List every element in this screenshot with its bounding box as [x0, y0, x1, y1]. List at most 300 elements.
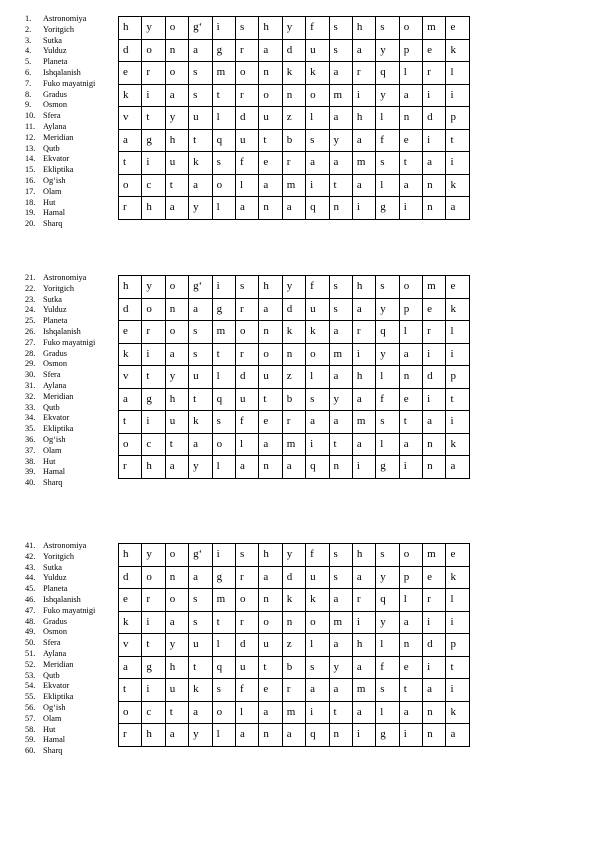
grid-cell: a: [352, 388, 375, 411]
grid-cell: h: [352, 544, 375, 567]
grid-cell: t: [212, 611, 235, 634]
grid-cell: a: [352, 566, 375, 589]
grid-cell: n: [165, 39, 188, 62]
grid-cell: a: [329, 152, 352, 175]
grid-cell: y: [376, 298, 399, 321]
grid-cell: e: [423, 566, 446, 589]
grid-cell: r: [235, 566, 258, 589]
grid-cell: a: [119, 388, 142, 411]
word-text: Hut: [43, 724, 56, 734]
grid-cell: u: [165, 679, 188, 702]
grid-cell: o: [306, 343, 329, 366]
grid-cell: a: [352, 433, 375, 456]
grid-cell: o: [212, 174, 235, 197]
word-text: Osmon: [43, 100, 67, 110]
grid-cell: a: [329, 366, 352, 389]
grid-cell: f: [306, 276, 329, 299]
grid-cell: s: [235, 276, 258, 299]
word-number: 20.: [25, 219, 36, 229]
word-text: Hut: [43, 456, 56, 466]
word-text: Gradus: [43, 616, 67, 626]
word-text: Yulduz: [43, 305, 67, 315]
grid-cell: a: [165, 343, 188, 366]
grid-cell: k: [446, 433, 469, 456]
grid-cell: a: [259, 433, 282, 456]
grid-cell: d: [119, 566, 142, 589]
grid-cell: a: [352, 174, 375, 197]
word-text: Sharq: [43, 478, 63, 488]
word-number: 19.: [25, 208, 36, 218]
grid-cell: a: [423, 152, 446, 175]
grid-cell: y: [376, 566, 399, 589]
grid-cell: l: [376, 433, 399, 456]
grid-cell: i: [399, 197, 422, 220]
grid-cell: l: [235, 174, 258, 197]
grid-cell: q: [212, 388, 235, 411]
grid-cell: a: [165, 611, 188, 634]
word-list-item: [25, 606, 115, 617]
word-text: Sharq: [43, 219, 63, 229]
word-list-item: [25, 68, 115, 79]
grid-cell: m: [329, 343, 352, 366]
grid-cell: u: [259, 107, 282, 130]
word-number: 36.: [25, 434, 36, 444]
word-number: 8.: [25, 89, 32, 99]
word-number: 51.: [25, 648, 36, 658]
word-number: 38.: [25, 456, 36, 466]
grid-cell: t: [189, 388, 212, 411]
grid-cell: o: [235, 62, 258, 85]
grid-cell: u: [259, 366, 282, 389]
grid-cell: t: [399, 152, 422, 175]
grid-cell: v: [119, 634, 142, 657]
word-text: Ishqalanish: [43, 67, 81, 77]
grid-cell: h: [119, 544, 142, 567]
grid-cell: t: [189, 656, 212, 679]
word-number: 29.: [25, 359, 36, 369]
word-text: Hut: [43, 197, 56, 207]
grid-cell: n: [329, 197, 352, 220]
grid-cell: t: [142, 634, 165, 657]
grid-cell: e: [399, 656, 422, 679]
word-text: Fuko mayatnigi: [43, 78, 96, 88]
word-text: Ishqalanish: [43, 594, 81, 604]
grid-cell: k: [446, 701, 469, 724]
word-number: 10.: [25, 111, 36, 121]
word-number: 48.: [25, 616, 36, 626]
word-list-item: [25, 111, 115, 122]
grid-cell: f: [235, 411, 258, 434]
grid-cell: l: [376, 366, 399, 389]
grid-cell: i: [399, 456, 422, 479]
grid-cell: s: [329, 276, 352, 299]
grid-cell: r: [119, 197, 142, 220]
word-text: Aylana: [43, 648, 67, 658]
word-text: Astronomiya: [43, 273, 87, 282]
grid-cell: y: [189, 724, 212, 747]
word-list-item: [25, 392, 115, 403]
grid-cell: n: [329, 456, 352, 479]
word-text: Osmon: [43, 359, 67, 369]
grid-cell: t: [446, 656, 469, 679]
grid-cell: r: [235, 611, 258, 634]
word-number: 40.: [25, 478, 36, 488]
grid-cell: a: [165, 197, 188, 220]
grid-cell: t: [259, 388, 282, 411]
word-text: Olam: [43, 445, 62, 455]
word-text: Og‘ish: [43, 702, 66, 712]
grid-cell: a: [329, 589, 352, 612]
word-number: 58.: [25, 724, 36, 734]
grid-cell: t: [165, 701, 188, 724]
grid-cell: t: [212, 343, 235, 366]
word-number: 43.: [25, 562, 36, 572]
grid-cell: k: [446, 298, 469, 321]
word-list-item: [25, 638, 115, 649]
word-list-item: [25, 198, 115, 209]
grid-cell: a: [446, 197, 469, 220]
grid-cell: k: [446, 174, 469, 197]
grid-cell: y: [376, 84, 399, 107]
grid-cell: h: [352, 634, 375, 657]
word-list-item: [25, 703, 115, 714]
grid-cell: q: [212, 656, 235, 679]
grid-cell: b: [282, 129, 305, 152]
word-list-item: [25, 79, 115, 90]
grid-cell: u: [259, 634, 282, 657]
word-text: Ekvator: [43, 413, 70, 423]
word-list-item: [25, 187, 115, 198]
word-text: Olam: [43, 713, 62, 723]
grid-cell: e: [259, 152, 282, 175]
word-number: 59.: [25, 735, 36, 745]
word-number: 31.: [25, 380, 36, 390]
grid-cell: l: [235, 433, 258, 456]
grid-cell: r: [142, 62, 165, 85]
word-list-item: [25, 305, 115, 316]
grid-cell: o: [212, 701, 235, 724]
grid-cell: f: [235, 679, 258, 702]
grid-cell: a: [189, 174, 212, 197]
word-text: Sutka: [43, 562, 62, 572]
grid-row: [119, 433, 470, 456]
grid-cell: z: [282, 634, 305, 657]
grid-cell: k: [446, 39, 469, 62]
grid-cell: i: [306, 701, 329, 724]
word-number: 27.: [25, 337, 36, 347]
grid-cell: a: [259, 39, 282, 62]
grid-cell: s: [329, 566, 352, 589]
word-text: Sfera: [43, 111, 61, 121]
word-text: Hamal: [43, 208, 66, 218]
grid-cell: s: [376, 411, 399, 434]
grid-cell: a: [329, 679, 352, 702]
grid-cell: o: [306, 84, 329, 107]
grid-cell: d: [119, 39, 142, 62]
word-number: 17.: [25, 186, 36, 196]
grid-cell: h: [352, 276, 375, 299]
grid-cell: l: [376, 701, 399, 724]
grid-cell: i: [423, 656, 446, 679]
word-list-item: [25, 413, 115, 424]
word-number: 6.: [25, 67, 32, 77]
grid-cell: r: [423, 589, 446, 612]
word-number: 41.: [25, 541, 36, 550]
grid-cell: l: [376, 174, 399, 197]
grid-cell: t: [142, 366, 165, 389]
word-text: Qutb: [43, 143, 60, 153]
word-number: 22.: [25, 283, 36, 293]
grid-cell: y: [282, 544, 305, 567]
grid-cell: a: [399, 174, 422, 197]
grid-cell: i: [423, 129, 446, 152]
word-text: Ekvator: [43, 681, 70, 691]
grid-cell: a: [352, 656, 375, 679]
grid-cell: u: [235, 388, 258, 411]
grid-cell: h: [352, 17, 375, 40]
grid-cell: n: [282, 343, 305, 366]
grid-cell: i: [352, 456, 375, 479]
grid-cell: i: [446, 611, 469, 634]
word-number: 34.: [25, 413, 36, 423]
grid-cell: l: [212, 366, 235, 389]
grid-cell: h: [165, 656, 188, 679]
grid-cell: r: [119, 456, 142, 479]
grid-cell: u: [306, 566, 329, 589]
grid-cell: n: [259, 589, 282, 612]
grid-cell: a: [306, 152, 329, 175]
grid-cell: e: [423, 39, 446, 62]
word-list-item: [25, 714, 115, 725]
grid-cell: g‘: [189, 544, 212, 567]
grid-cell: a: [189, 433, 212, 456]
grid-cell: s: [189, 611, 212, 634]
word-list-item: [25, 435, 115, 446]
grid-cell: s: [376, 152, 399, 175]
grid-cell: s: [306, 129, 329, 152]
word-text: Meridian: [43, 132, 74, 142]
grid-cell: m: [423, 276, 446, 299]
grid-cell: h: [259, 544, 282, 567]
word-text: Ekliptika: [43, 692, 74, 702]
grid-cell: h: [119, 276, 142, 299]
grid-cell: s: [235, 544, 258, 567]
grid-cell: y: [282, 276, 305, 299]
grid-cell: k: [189, 679, 212, 702]
grid-cell: a: [189, 701, 212, 724]
grid-cell: e: [399, 388, 422, 411]
grid-cell: y: [282, 17, 305, 40]
word-text: Og‘ish: [43, 434, 66, 444]
grid-cell: h: [352, 107, 375, 130]
grid-cell: a: [119, 656, 142, 679]
grid-row: [119, 197, 470, 220]
word-list-item: [25, 46, 115, 57]
grid-cell: t: [119, 679, 142, 702]
grid-row: [119, 388, 470, 411]
grid-cell: a: [446, 724, 469, 747]
grid-row: [119, 566, 470, 589]
grid-cell: o: [165, 589, 188, 612]
grid-cell: u: [235, 129, 258, 152]
grid-cell: e: [259, 411, 282, 434]
grid-cell: n: [282, 84, 305, 107]
grid-cell: i: [306, 174, 329, 197]
grid-cell: n: [259, 321, 282, 344]
grid-cell: l: [376, 634, 399, 657]
grid-cell: h: [142, 724, 165, 747]
grid-cell: o: [142, 298, 165, 321]
word-number: 50.: [25, 638, 36, 648]
grid-cell: o: [399, 276, 422, 299]
grid-cell: n: [259, 197, 282, 220]
grid-cell: g‘: [189, 17, 212, 40]
grid-row: [119, 174, 470, 197]
word-number: 49.: [25, 627, 36, 637]
word-number: 54.: [25, 681, 36, 691]
word-list-item: [25, 735, 115, 746]
grid-row: [119, 321, 470, 344]
grid-cell: o: [399, 544, 422, 567]
grid-cell: n: [282, 611, 305, 634]
grid-cell: i: [352, 197, 375, 220]
grid-cell: t: [189, 129, 212, 152]
word-list: [25, 273, 115, 489]
grid-row: [119, 634, 470, 657]
word-number: 35.: [25, 424, 36, 434]
word-number: 16.: [25, 175, 36, 185]
grid-cell: k: [306, 589, 329, 612]
grid-cell: h: [352, 366, 375, 389]
grid-cell: h: [142, 197, 165, 220]
word-list-item: [25, 424, 115, 435]
grid-cell: n: [423, 456, 446, 479]
grid-cell: a: [329, 107, 352, 130]
word-number: 57.: [25, 713, 36, 723]
word-text: Ishqalanish: [43, 326, 81, 336]
grid-cell: e: [259, 679, 282, 702]
grid-cell: r: [423, 62, 446, 85]
grid-cell: t: [399, 679, 422, 702]
grid-cell: i: [142, 411, 165, 434]
grid-cell: q: [306, 724, 329, 747]
word-list-item: [25, 25, 115, 36]
grid-cell: q: [376, 62, 399, 85]
letter-grid: [118, 543, 470, 747]
grid-row: [119, 701, 470, 724]
grid-cell: q: [376, 321, 399, 344]
word-list-item: [25, 295, 115, 306]
word-number: 55.: [25, 692, 36, 702]
word-list-item: [25, 381, 115, 392]
grid-cell: y: [142, 544, 165, 567]
word-number: 44.: [25, 573, 36, 583]
grid-cell: t: [142, 107, 165, 130]
word-text: Meridian: [43, 391, 74, 401]
word-list-item: [25, 671, 115, 682]
grid-cell: n: [165, 566, 188, 589]
word-list-item: [25, 692, 115, 703]
grid-cell: d: [282, 39, 305, 62]
grid-cell: e: [446, 276, 469, 299]
grid-cell: r: [282, 679, 305, 702]
word-text: Yulduz: [43, 46, 67, 56]
word-text: Sfera: [43, 638, 61, 648]
grid-cell: t: [446, 388, 469, 411]
grid-cell: r: [119, 724, 142, 747]
grid-row: [119, 456, 470, 479]
grid-cell: i: [212, 544, 235, 567]
grid-cell: a: [446, 456, 469, 479]
grid-cell: k: [189, 411, 212, 434]
grid-cell: p: [399, 566, 422, 589]
grid-cell: r: [235, 39, 258, 62]
grid-cell: m: [329, 611, 352, 634]
word-list-item: [25, 90, 115, 101]
grid-cell: s: [189, 343, 212, 366]
word-list-item: [25, 165, 115, 176]
grid-cell: i: [423, 84, 446, 107]
grid-cell: e: [423, 298, 446, 321]
grid-cell: y: [165, 366, 188, 389]
grid-cell: m: [212, 62, 235, 85]
grid-cell: y: [165, 634, 188, 657]
grid-cell: a: [259, 701, 282, 724]
word-number: 32.: [25, 391, 36, 401]
word-list-item: [25, 349, 115, 360]
grid-cell: e: [446, 544, 469, 567]
grid-cell: n: [399, 366, 422, 389]
word-text: Gradus: [43, 348, 67, 358]
word-number: 15.: [25, 165, 36, 175]
grid-cell: i: [212, 276, 235, 299]
grid-cell: b: [282, 388, 305, 411]
word-text: Sfera: [43, 370, 61, 380]
word-list: [25, 14, 115, 230]
word-list-item: [25, 359, 115, 370]
grid-cell: h: [142, 456, 165, 479]
word-text: Aylana: [43, 121, 67, 131]
grid-cell: l: [446, 62, 469, 85]
grid-cell: s: [329, 17, 352, 40]
grid-cell: q: [376, 589, 399, 612]
grid-cell: b: [282, 656, 305, 679]
grid-cell: g‘: [189, 276, 212, 299]
word-text: Qutb: [43, 402, 60, 412]
grid-cell: t: [446, 129, 469, 152]
grid-cell: d: [282, 298, 305, 321]
grid-row: [119, 366, 470, 389]
grid-cell: a: [119, 129, 142, 152]
word-number: 28.: [25, 348, 36, 358]
grid-cell: d: [423, 634, 446, 657]
grid-cell: a: [329, 62, 352, 85]
grid-cell: h: [119, 17, 142, 40]
grid-cell: k: [446, 566, 469, 589]
grid-cell: f: [306, 17, 329, 40]
word-list-item: [25, 144, 115, 155]
word-list-item: [25, 457, 115, 468]
grid-cell: g: [376, 197, 399, 220]
grid-cell: q: [306, 197, 329, 220]
grid-cell: r: [282, 411, 305, 434]
grid-cell: f: [376, 388, 399, 411]
grid-cell: a: [329, 634, 352, 657]
grid-cell: a: [189, 298, 212, 321]
grid-row: [119, 17, 470, 40]
grid-cell: a: [399, 433, 422, 456]
grid-cell: k: [189, 152, 212, 175]
